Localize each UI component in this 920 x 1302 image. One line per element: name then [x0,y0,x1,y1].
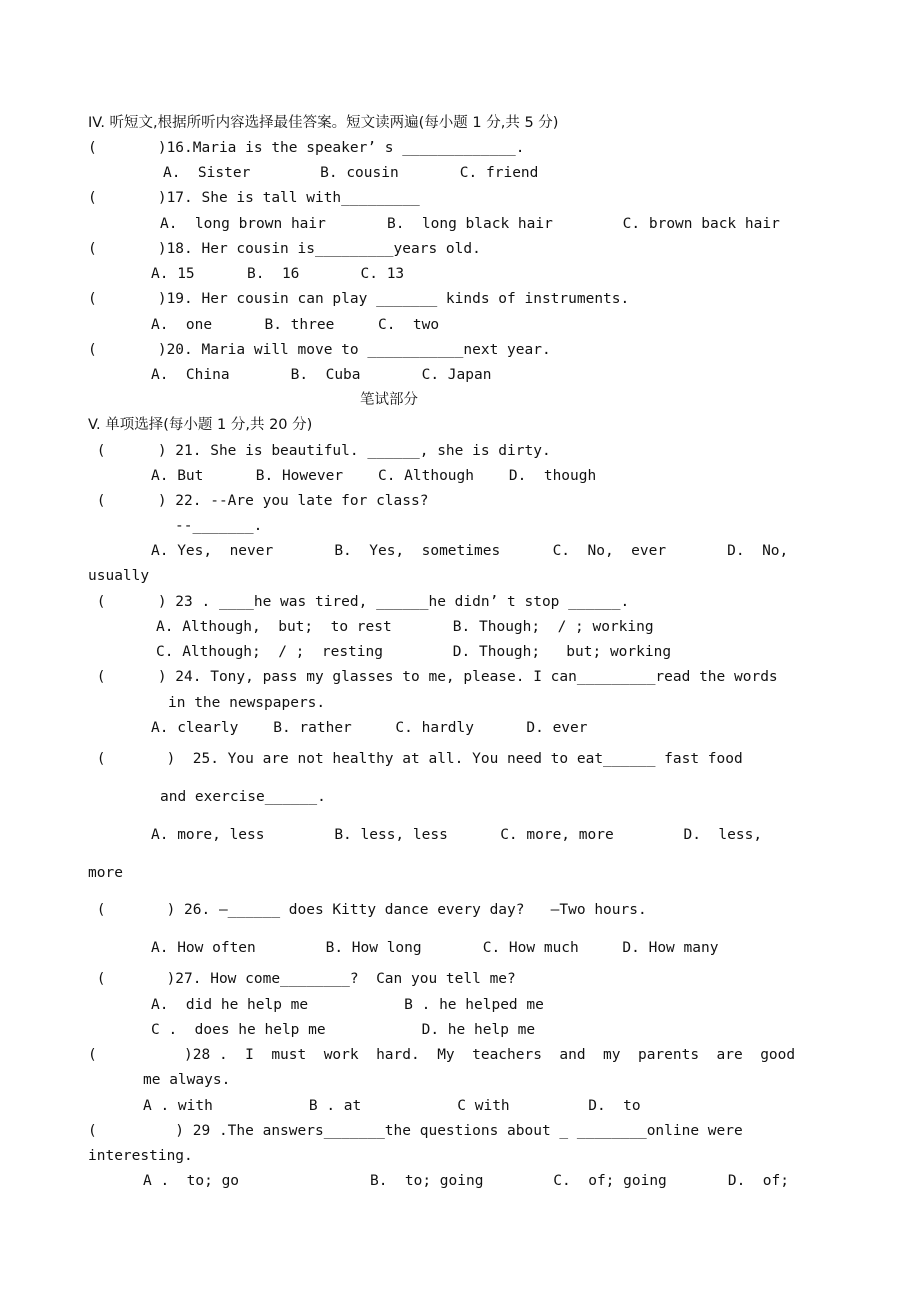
question-17: ( )17. She is tall with_________ [88,190,420,206]
question-25-continuation: and exercise______. [160,789,326,805]
question-22: ( ) 22. --Are you late for class? [88,493,429,509]
question-24-continuation: in the newspapers. [168,695,326,711]
question-22-options: A. Yes, never B. Yes, sometimes C. No, ever D. No, [151,543,789,559]
question-29: ( ) 29 .The answers_______the questions about _ ________online were [88,1123,743,1139]
question-25: ( ) 25. You are not healthy at all. You need to eat______ fast food [88,751,743,767]
question-28-options: A . with B . at C with D. to [143,1098,641,1114]
question-19-options: A. one B. three C. two [151,317,440,333]
question-26: ( ) 26. —______ does Kitty dance every day? —Two hours. [88,902,647,918]
question-20-options: A. China B. Cuba C. Japan [151,367,492,383]
question-24-options: A. clearly B. rather C. hardly D. ever [151,720,588,736]
question-16: ( )16.Maria is the speaker’ s _____________. [88,140,525,156]
question-23: ( ) 23 . ____he was tired, ______he didn’ t stop ______. [88,594,630,610]
question-23-options-ab: A. Although, but; to rest B. Though; / ; working [156,619,654,635]
question-27-options-ab: A. did he help me B . he helped me [151,997,544,1013]
question-22-options-wrap: usually [88,568,150,584]
question-18: ( )18. Her cousin is_________years old. [88,241,481,257]
question-20: ( )20. Maria will move to ___________next year. [88,342,551,358]
question-17-options: A. long brown hair B. long black hair C. brown back hair [160,216,780,232]
question-29-options: A . to; go B. to; going C. of; going D. of; [143,1173,790,1189]
question-23-options-cd: C. Although; / ; resting D. Though; but; working [156,644,672,660]
question-29-wrap: interesting. [88,1148,193,1164]
question-25-options-wrap: more [88,865,123,881]
written-part-title: 笔试部分 [360,392,418,408]
question-28: ( )28 . I must work hard. My teachers and my parents are good [88,1047,796,1063]
question-18-options: A. 15 B. 16 C. 13 [151,266,405,282]
question-27: ( )27. How come________? Can you tell me? [88,971,516,987]
question-28-continuation: me always. [143,1072,231,1088]
question-26-options: A. How often B. How long C. How much D. How many [151,940,719,956]
section-iv-header: IV. 听短文,根据所听内容选择最佳答案。短文读两遍(每小题 1 分,共 5 分) [88,115,559,131]
question-25-options: A. more, less B. less, less C. more, more D. less, [151,827,763,843]
question-24: ( ) 24. Tony, pass my glasses to me, please. I can_________read the words [88,669,778,685]
section-v-header: V. 单项选择(每小题 1 分,共 20 分) [88,417,313,433]
question-21-options: A. But B. However C. Although D. though [151,468,597,484]
question-27-options-cd: C . does he help me D. he help me [151,1022,536,1038]
question-21: ( ) 21. She is beautiful. ______, she is dirty. [88,443,551,459]
question-22-answer-line: --_______. [175,518,263,534]
question-19: ( )19. Her cousin can play _______ kinds of instruments. [88,291,630,307]
question-16-options: A. Sister B. cousin C. friend [163,165,539,181]
